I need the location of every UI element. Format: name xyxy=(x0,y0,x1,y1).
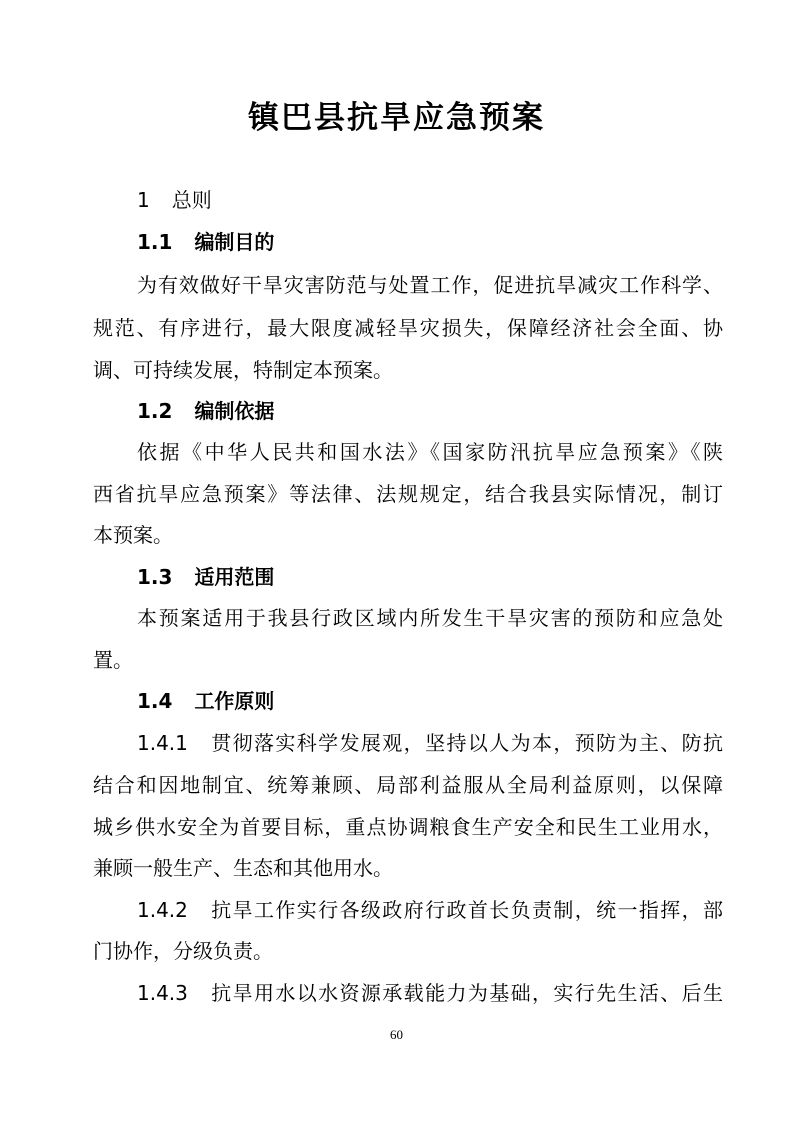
section-number: 1.4 xyxy=(137,689,173,713)
paragraph-line: 规范、有序进行，最大限度减轻旱灾损失，保障经济社会全面、协 xyxy=(93,316,723,340)
paragraph-line: 调、可持续发展，特制定本预案。 xyxy=(93,358,393,382)
section-heading-1 xyxy=(137,185,723,215)
section-title: 工作原则 xyxy=(194,689,275,713)
document-title: 镇巴县抗旱应急预案 xyxy=(248,100,545,136)
section-heading-1-1 xyxy=(137,227,723,257)
clause-text: 抗旱用水以水资源承载能力为基础，实行先生活、后生 xyxy=(209,981,723,1005)
paragraph-line: 兼顾一般生产、生态和其他用水。 xyxy=(93,856,393,880)
paragraph-line: 西省抗旱应急预案》等法律、法规规定，结合我县实际情况，制订 xyxy=(93,482,723,506)
section-heading-1-4 xyxy=(137,686,723,716)
section-heading-1-3 xyxy=(137,562,723,592)
section-title: 编制目的 xyxy=(194,230,275,254)
clause-text: 抗旱工作实行各级政府行政首长负责制，统一指挥，部 xyxy=(209,898,723,922)
paragraph-line: 门协作，分级负责。 xyxy=(93,939,273,963)
paragraph-line: 本预案。 xyxy=(93,523,173,547)
clause-1-4-3-line xyxy=(137,978,723,1008)
section-number: 1.3 xyxy=(137,565,173,589)
section-title: 适用范围 xyxy=(194,565,275,589)
section-number: 1.1 xyxy=(137,230,173,254)
paragraph-line: 本预案适用于我县行政区域内所发生干旱灾害的预防和应急处 xyxy=(137,606,723,630)
section-title: 总则 xyxy=(171,188,212,212)
clause-1-4-2-line xyxy=(137,895,723,925)
section-heading-1-2 xyxy=(137,396,723,426)
page-number: 60 xyxy=(390,1027,403,1042)
paragraph-line: 结合和因地制宜、统筹兼顾、局部利益服从全局利益原则，以保障 xyxy=(93,773,723,797)
paragraph-line: 依据《中华人民共和国水法》《国家防汛抗旱应急预案》《陕 xyxy=(137,440,723,464)
clause-1-4-1-line xyxy=(137,728,723,758)
clause-number: 1.4.2 xyxy=(137,898,188,922)
paragraph-line: 城乡供水安全为首要目标，重点协调粮食生产安全和民生工业用水， xyxy=(93,815,723,839)
clause-number: 1.4.3 xyxy=(137,981,188,1005)
paragraph-line: 置。 xyxy=(93,648,133,672)
section-title: 编制依据 xyxy=(194,399,275,423)
clause-number: 1.4.1 xyxy=(137,731,188,755)
section-number: 1.2 xyxy=(137,399,173,423)
section-number: 1 xyxy=(137,188,150,212)
clause-text: 贯彻落实科学发展观，坚持以人为本，预防为主、防抗 xyxy=(209,731,723,755)
paragraph-line: 为有效做好干旱灾害防范与处置工作，促进抗旱减灾工作科学、 xyxy=(137,273,723,297)
